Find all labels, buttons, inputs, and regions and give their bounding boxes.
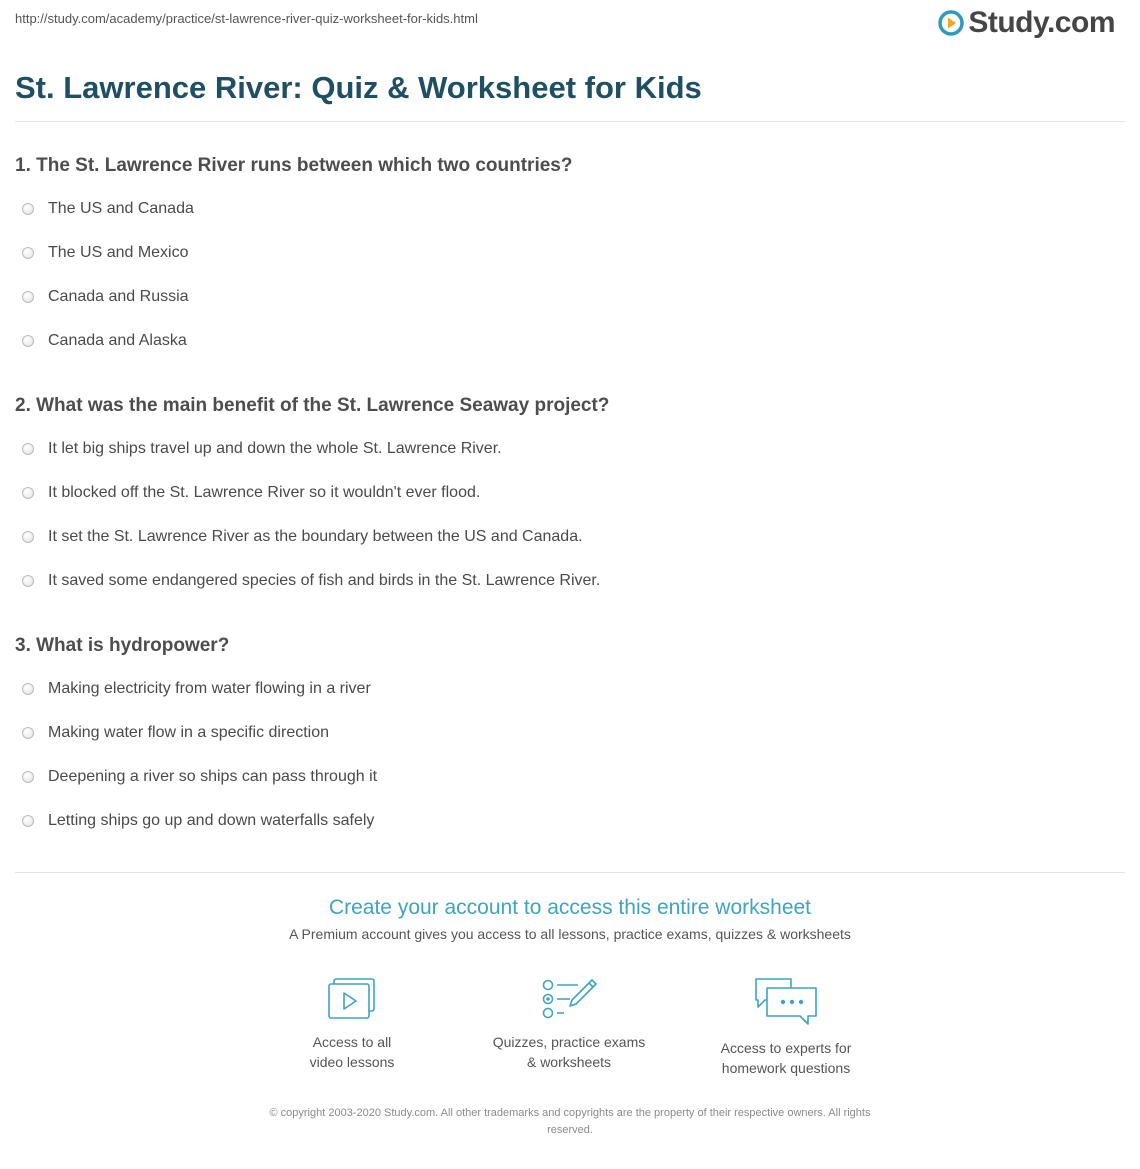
radio-button[interactable]: [22, 203, 34, 215]
answer-option[interactable]: [22, 244, 189, 262]
radio-button[interactable]: [22, 291, 34, 303]
radio-button[interactable]: [22, 487, 34, 499]
radio-button[interactable]: [22, 335, 34, 347]
answer-label: Canada and Alaska: [48, 332, 187, 349]
question-2: 2. What was the main benefit of the St. Lawrence Seaway project?: [15, 395, 610, 416]
feature-quizzes: [469, 976, 669, 1072]
copyright-footer: [215, 1105, 925, 1139]
feature-label-line1: Access to experts for: [720, 1040, 852, 1056]
video-lessons-icon: [326, 976, 378, 1022]
create-account-link[interactable]: Create your account to access this entire worksheet: [328, 896, 812, 919]
quiz-checklist-icon: [540, 976, 598, 1022]
copyright-line1: © copyright 2003-2020 Study.com. All other trademarks and copyrights are the property of their respective owners. All rights: [269, 1107, 871, 1119]
answer-option[interactable]: [22, 288, 189, 306]
question-3: 3. What is hydropower?: [15, 635, 230, 656]
page-url: http://study.com/academy/practice/st-lawrence-river-quiz-worksheet-for-kids.html: [15, 11, 478, 26]
answer-option[interactable]: [22, 440, 502, 458]
radio-button[interactable]: [22, 815, 34, 827]
answer-label: Deepening a river so ships can pass through it: [48, 768, 378, 785]
answer-label: Making electricity from water flowing in a river: [48, 680, 371, 697]
answer-option[interactable]: [22, 528, 583, 546]
radio-button[interactable]: [22, 575, 34, 587]
answer-label: It blocked off the St. Lawrence River so it wouldn't ever flood.: [48, 484, 481, 501]
feature-label-line1: Quizzes, practice exams: [492, 1034, 646, 1050]
study-logo[interactable]: [938, 6, 1115, 40]
chat-bubbles-icon: [753, 976, 819, 1028]
answer-label: The US and Canada: [48, 200, 194, 217]
answer-option[interactable]: [22, 768, 377, 786]
radio-button[interactable]: [22, 771, 34, 783]
radio-button[interactable]: [22, 443, 34, 455]
feature-label-line2: video lessons: [309, 1054, 395, 1070]
feature-video-lessons: [252, 976, 452, 1072]
answer-label: It let big ships travel up and down the whole St. Lawrence River.: [48, 440, 502, 457]
answer-label: It set the St. Lawrence River as the boundary between the US and Canada.: [48, 528, 583, 545]
answer-option[interactable]: [22, 724, 329, 742]
feature-experts: [686, 976, 886, 1078]
question-1: 1. The St. Lawrence River runs between which two countries?: [15, 155, 573, 176]
premium-description: A Premium account gives you access to all lessons, practice exams, quizzes & worksheets: [289, 926, 851, 942]
answer-option[interactable]: [22, 200, 194, 218]
answer-label: Letting ships go up and down waterfalls safely: [48, 812, 375, 829]
study-play-logo-icon: [938, 10, 964, 36]
divider: [15, 872, 1125, 873]
divider: [15, 121, 1125, 122]
copyright-line2: reserved.: [547, 1124, 593, 1136]
answer-label: Making water flow in a specific direction: [48, 724, 330, 741]
logo-text: Study.com: [968, 6, 1115, 39]
feature-label-line1: Access to all: [312, 1034, 392, 1050]
feature-label-line2: homework questions: [721, 1060, 851, 1076]
answer-option[interactable]: [22, 812, 374, 830]
answer-label: The US and Mexico: [48, 244, 189, 261]
feature-label-line2: & worksheets: [526, 1054, 612, 1070]
answer-option[interactable]: [22, 680, 371, 698]
answer-option[interactable]: [22, 484, 480, 502]
answer-option[interactable]: [22, 332, 187, 350]
radio-button[interactable]: [22, 531, 34, 543]
page-title: St. Lawrence River: Quiz & Worksheet for Kids: [15, 70, 702, 105]
radio-button[interactable]: [22, 683, 34, 695]
radio-button[interactable]: [22, 247, 34, 259]
radio-button[interactable]: [22, 727, 34, 739]
answer-label: Canada and Russia: [48, 288, 189, 305]
answer-option[interactable]: [22, 572, 600, 590]
answer-label: It saved some endangered species of fish and birds in the St. Lawrence River.: [48, 572, 601, 589]
